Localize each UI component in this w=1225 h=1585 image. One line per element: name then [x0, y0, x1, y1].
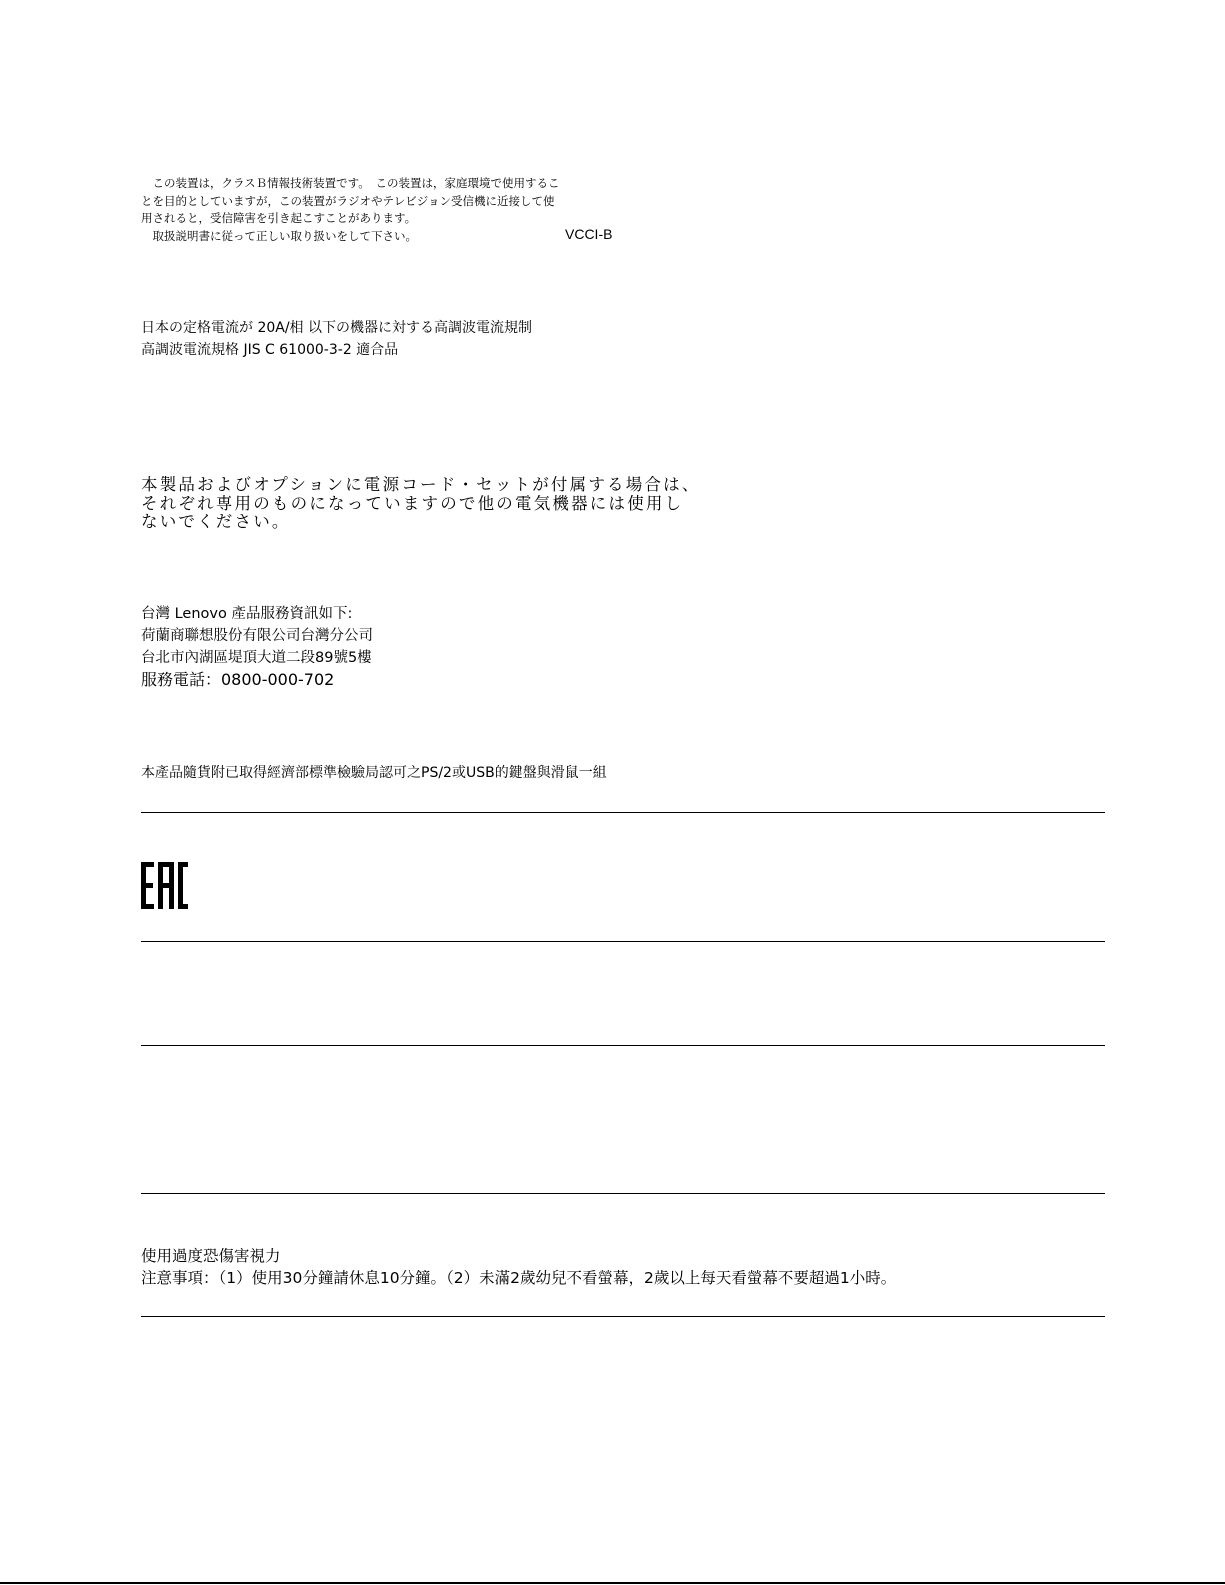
power-cord-line: ないでください。 — [141, 512, 291, 531]
taiwan-service-line: 台灣 Lenovo 產品服務資訊如下: — [141, 606, 353, 622]
keyboard-note-text: 本產品隨貨附已取得經濟部標準檢驗局認可之PS/2或USB的鍵盤與滑鼠一組 — [141, 765, 607, 781]
harmonics-notice — [141, 317, 532, 361]
vision-warning — [141, 1245, 896, 1289]
vcci-line: この装置は，クラスＢ情報技術装置です。 この装置は，家庭環境で使用するこ — [141, 176, 560, 190]
taiwan-service-line: 荷蘭商聯想股份有限公司台灣分公司 — [141, 628, 373, 644]
vcci-class-mark: VCCI-B — [565, 226, 613, 242]
section-divider — [141, 1045, 1105, 1046]
section-divider — [141, 1316, 1105, 1317]
vision-warning-title: 使用過度恐傷害視力 — [141, 1247, 281, 1265]
power-cord-line: それぞれ専用のものになっていますので他の電気機器には使用し — [141, 493, 684, 513]
section-divider — [141, 812, 1105, 813]
page-bottom-border — [0, 1582, 1225, 1584]
vcci-line: 用されると，受信障害を引き起こすことがあります。 — [141, 211, 417, 225]
section-divider — [141, 1193, 1105, 1194]
power-cord-notice — [141, 476, 701, 532]
eac-mark-icon — [141, 862, 188, 909]
service-phone: 服務電話：0800-000-702 — [141, 670, 335, 689]
vision-warning-note: 注意事項：（1）使用30分鐘請休息10分鐘。（2）未滿2歲幼兒不看螢幕，2歲以上每天看螢幕不要超過1小時。 — [141, 1269, 897, 1287]
vcci-line: 取扱説明書に従って正しい取り扱いをして下さい。 — [141, 228, 417, 243]
section-divider — [141, 941, 1105, 942]
vcci-notice — [141, 175, 616, 245]
power-cord-line: 本製品およびオプションに電源コード・セットが付属する場合は、 — [141, 475, 701, 494]
harmonics-line: 高調波電流規格 JIS C 61000-3-2 適合品 — [141, 342, 399, 358]
harmonics-line: 日本の定格電流が 20A/相 以下の機器に対する高調波電流規制 — [141, 320, 533, 336]
vcci-line: とを目的としていますが，この装置がラジオやテレビジョン受信機に近接して使 — [141, 193, 555, 208]
keyboard-mouse-note — [141, 763, 607, 783]
taiwan-service-info — [141, 603, 373, 691]
taiwan-service-line: 台北市內湖區堤頂大道二段89號5樓 — [141, 650, 372, 666]
